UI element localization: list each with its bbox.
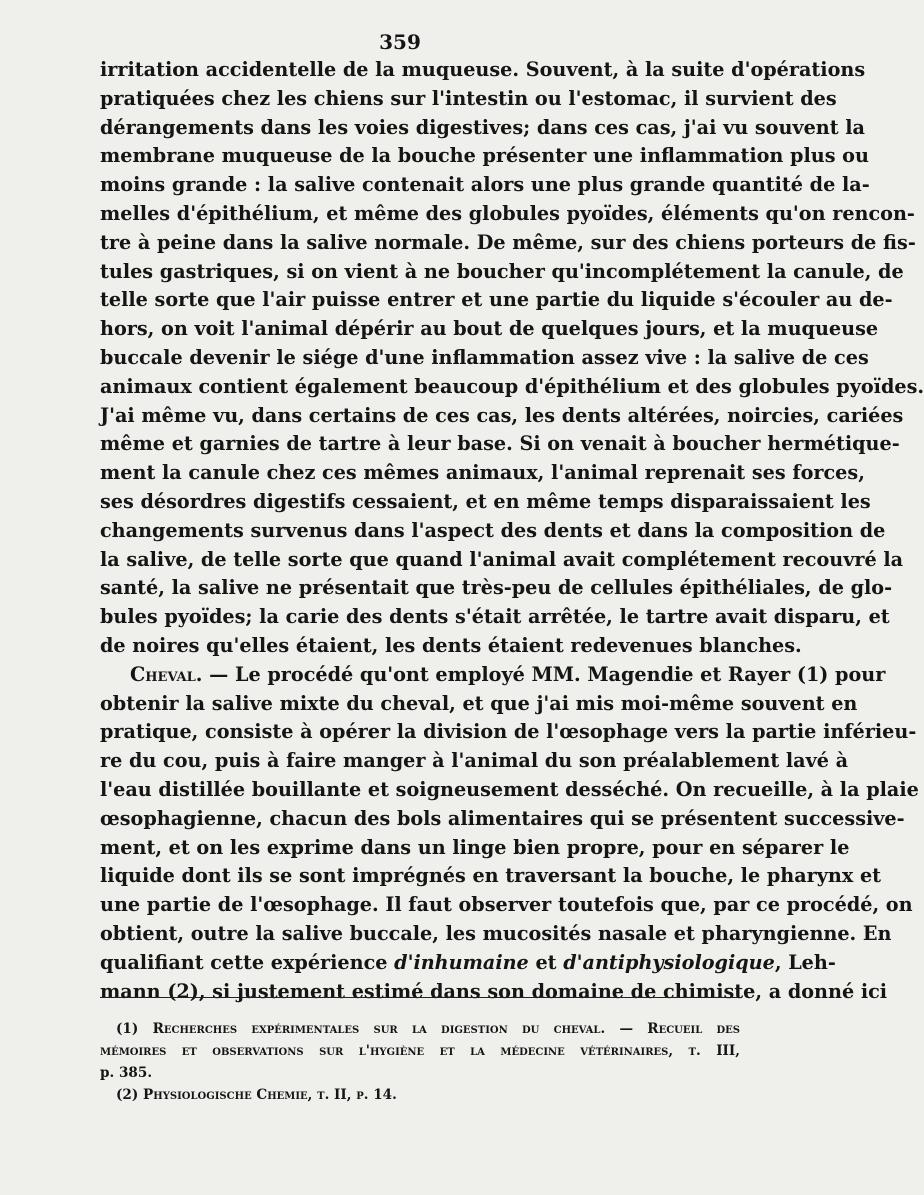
text-line: l'eau distillée bouillante et soigneusement desséché. On recueille, à la plaie (100, 777, 919, 801)
footnote-rule (100, 997, 740, 998)
text-line: une partie de l'œsophage. Il faut observer toutefois que, par ce procédé, on (100, 893, 913, 917)
text-line (100, 661, 886, 690)
footnote-1: (1) Recherches expérimentales sur la digestion du cheval. — Recueil des (116, 1021, 740, 1037)
text-line (100, 949, 836, 978)
footnote-1-cont: mémoires et observations sur l'hygiène et la médecine vétérinaires, t. III, (100, 1043, 740, 1059)
text-line: obtenir la salive mixte du cheval, et que j'ai mis moi-même souvent en (100, 691, 858, 715)
section-lead-cheval: Cheval. (130, 662, 203, 686)
text-line: J'ai même vu, dans certains de ces cas, les dents altérées, noircies, cariées (100, 403, 904, 427)
text-line: ses désordres digestifs cessaient, et en même temps disparaissaient les (100, 489, 871, 513)
text-line: même et garnies de tartre à leur base. Si on venait à boucher hermétique- (100, 432, 900, 456)
text-line: hors, on voit l'animal dépérir au bout de quelques jours, et la muqueuse (100, 317, 879, 341)
text-line: changements survenus dans l'aspect des dents et dans la composition de (100, 518, 886, 542)
text-run: et (528, 950, 564, 974)
footnote-2: (2) Physiologische Chemie, t. II, p. 14. (116, 1087, 397, 1103)
body-text (100, 56, 924, 1006)
text-line: re du cou, puis à faire manger à l'animal du son préalablement lavé à (100, 749, 849, 773)
text-line: melles d'épithélium, et même des globules pyoïdes, éléments qu'on rencon- (100, 201, 915, 225)
italic-term: d'inhumaine (394, 950, 529, 974)
text-run: — Le procédé qu'ont employé MM. Magendie et Rayer (1) pour (202, 662, 886, 686)
text-line: tre à peine dans la salive normale. De même, sur des chiens porteurs de fis- (100, 230, 916, 254)
footnote-1-page: p. 385. (100, 1065, 153, 1081)
text-line: animaux contient également beaucoup d'épithélium et des globules pyoïdes. (100, 374, 924, 398)
text-line: santé, la salive ne présentait que très-peu de cellules épithéliales, de glo- (100, 576, 893, 600)
text-run: qualifiant cette expérience (100, 950, 395, 974)
text-line: ment, et on les exprime dans un linge bien propre, pour en séparer le (100, 835, 850, 859)
text-line: obtient, outre la salive buccale, les mucosités nasale et pharyngienne. En (100, 921, 892, 945)
text-line: irritation accidentelle de la muqueuse. Souvent, à la suite d'opérations (100, 58, 866, 81)
text-line: pratique, consiste à opérer la division de l'œsophage vers la partie inférieu- (100, 720, 917, 744)
text-line: la salive, de telle sorte que quand l'animal avait complétement recouvré la (100, 547, 904, 571)
text-line: bules pyoïdes; la carie des dents s'était arrêtée, le tartre avait disparu, et (100, 605, 890, 629)
text-line: ment la canule chez ces mêmes animaux, l'animal reprenait ses forces, (100, 461, 865, 485)
text-line: œsophagienne, chacun des bols alimentaires qui se présentent successive- (100, 806, 905, 830)
text-line: de noires qu'elles étaient, les dents étaient redevenues blanches. (100, 633, 802, 657)
text-run: , Leh- (774, 950, 836, 974)
paragraph-salive-chien (100, 56, 924, 661)
footnotes (100, 1018, 740, 1106)
text-line: pratiquées chez les chiens sur l'intestin ou l'estomac, il survient des (100, 86, 837, 110)
text-line: mann (2), si justement estimé dans son domaine de chimiste, a donné ici (100, 979, 888, 1003)
text-line: dérangements dans les voies digestives; dans ces cas, j'ai vu souvent la (100, 115, 865, 139)
text-line: telle sorte que l'air puisse entrer et une partie du liquide s'écouler au de- (100, 288, 893, 312)
text-line: moins grande : la salive contenait alors une plus grande quantité de la- (100, 173, 870, 197)
text-line: tules gastriques, si on vient à ne boucher qu'incomplétement la canule, de (100, 259, 904, 283)
text-line: membrane muqueuse de la bouche présenter une inflammation plus ou (100, 144, 869, 168)
italic-term: d'antiphysiologique (563, 950, 775, 974)
text-line: buccale devenir le siége d'une inflammation assez vive : la salive de ces (100, 345, 869, 369)
text-line: liquide dont ils se sont imprégnés en traversant la bouche, le pharynx et (100, 864, 882, 888)
page-number: 359 (379, 30, 421, 54)
paragraph-cheval (100, 661, 919, 1007)
